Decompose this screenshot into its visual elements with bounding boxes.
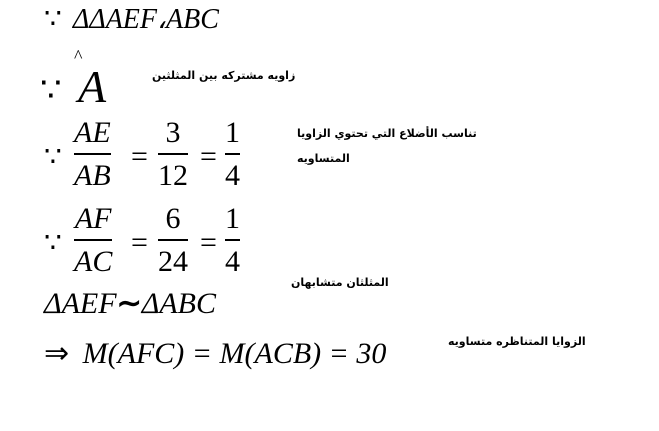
equals-sign: = [131,226,148,259]
because-symbol: ∵ [40,72,62,109]
fraction-ae-ab [74,118,111,191]
fraction-bar [225,153,240,155]
similarity-statement [44,286,216,321]
equals-sign: = [131,140,148,173]
triangles-statement: ΔΔAEF،ABC [72,4,219,35]
denominator: AC [74,245,113,278]
note-proportional-sides: تناسب الأضلاع التي تحتوي الزاويا [297,127,477,140]
numerator: AE [74,116,111,149]
numerator: AF [74,202,112,235]
numerator: 6 [165,202,181,235]
numerator: 3 [165,116,181,149]
fraction-3-12 [158,118,188,191]
triangle-aef: ΔAEF [44,287,117,320]
denominator: 24 [158,245,188,278]
fraction-bar [158,153,188,155]
note-similar-triangles: المثلثان متشابهان [291,276,389,289]
fraction-bar [158,239,188,241]
because-symbol-3: ∵ [44,142,62,173]
triangle-abc: ΔABC [141,287,217,320]
conclusion-line [44,336,386,371]
fraction-6-24 [158,204,188,277]
because-symbol: ∵ [44,4,62,35]
fraction-1-4 [225,118,240,191]
numerator: 1 [225,116,240,149]
denominator: 4 [225,245,240,278]
fraction-bar [225,239,240,241]
equals-sign: = [200,226,217,259]
line-1 [44,2,219,36]
note-equal: المتساويه [297,152,350,165]
fraction-bar [74,153,111,155]
denominator: 12 [158,159,188,192]
denominator: 4 [225,159,240,192]
denominator: AB [74,159,111,192]
angle-hat: ^ [74,46,83,66]
numerator: 1 [225,202,240,235]
equals-sign: = [200,140,217,173]
because-symbol-4: ∵ [44,228,62,259]
angle-equality: M(AFC) = M(ACB) = 30 [82,337,387,370]
fraction-1-4 [225,204,240,277]
implies-arrow: ⇒ [44,337,70,370]
fraction-bar [74,239,112,241]
note-common-angle: زاويه مشتركه بين المثلثين [152,69,296,82]
fraction-af-ac [74,204,112,277]
angle-a: A [78,61,107,112]
note-corresponding-angles: الزوايا المتناظره متساويه [448,335,586,348]
similar-symbol: ∼ [116,287,142,320]
